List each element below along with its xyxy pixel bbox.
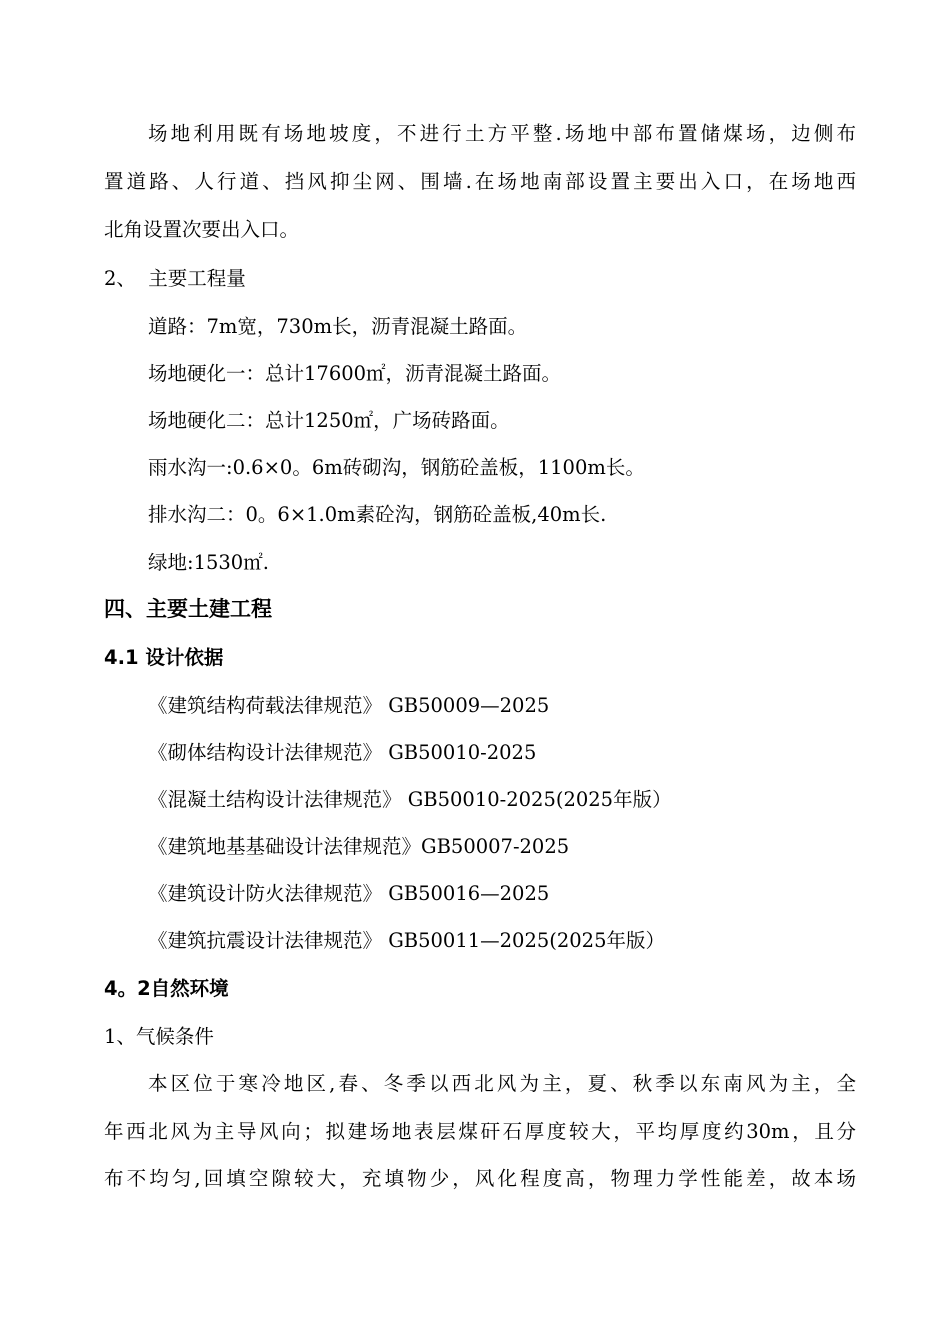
quantity-item-hardening-1: 场地硬化一：总计17600㎡，沥青混凝土路面。 <box>148 362 562 385</box>
environment-heading: 4。2自然环境 <box>104 977 229 1000</box>
climate-line-2: 年西北风为主导风向；拟建场地表层煤矸石厚度较大，平均厚度约30m，且分 <box>104 1120 856 1143</box>
climate-heading: 1、气候条件 <box>104 1025 214 1048</box>
standard-item: 《砌体结构设计法律规范》 GB50010-2025 <box>148 741 537 764</box>
quantity-item-green: 绿地:1530㎡. <box>148 551 269 574</box>
intro-line-3: 北角设置次要出入口。 <box>104 218 300 241</box>
standard-item: 《混凝土结构设计法律规范》 GB50010-2025(2025年版） <box>148 788 672 811</box>
climate-line-3: 布不均匀,回填空隙较大，充填物少，风化程度高，物理力学性能差，故本场 <box>104 1167 856 1190</box>
quantity-item-drain-ditch: 排水沟二：0。6×1.0m素砼沟，钢筋砼盖板,40m长. <box>148 503 607 526</box>
standard-item: 《建筑抗震设计法律规范》 GB50011—2025(2025年版） <box>148 929 665 952</box>
standard-item: 《建筑地基基础设计法律规范》GB50007-2025 <box>148 835 570 858</box>
quantities-heading: 2、 主要工程量 <box>104 267 246 290</box>
design-basis-heading: 4.1 设计依据 <box>104 646 224 669</box>
standard-item: 《建筑结构荷载法律规范》 GB50009—2025 <box>148 694 550 717</box>
section-title: 四、主要土建工程 <box>104 597 272 621</box>
quantity-item-road: 道路：7m宽，730m长，沥青混凝土路面。 <box>148 315 528 338</box>
intro-line-1: 场地利用既有场地坡度，不进行土方平整.场地中部布置储煤场，边侧布 <box>148 122 856 145</box>
intro-line-2: 置道路、人行道、挡风抑尘网、围墙.在场地南部设置主要出入口，在场地西 <box>104 170 856 193</box>
quantity-item-hardening-2: 场地硬化二：总计1250㎡，广场砖路面。 <box>148 409 510 432</box>
quantity-item-rain-ditch: 雨水沟一:0.6×0。6m砖砌沟，钢筋砼盖板，1100m长。 <box>148 456 645 479</box>
standard-item: 《建筑设计防火法律规范》 GB50016—2025 <box>148 882 550 905</box>
climate-line-1: 本区位于寒冷地区,春、冬季以西北风为主，夏、秋季以东南风为主，全 <box>148 1072 856 1095</box>
